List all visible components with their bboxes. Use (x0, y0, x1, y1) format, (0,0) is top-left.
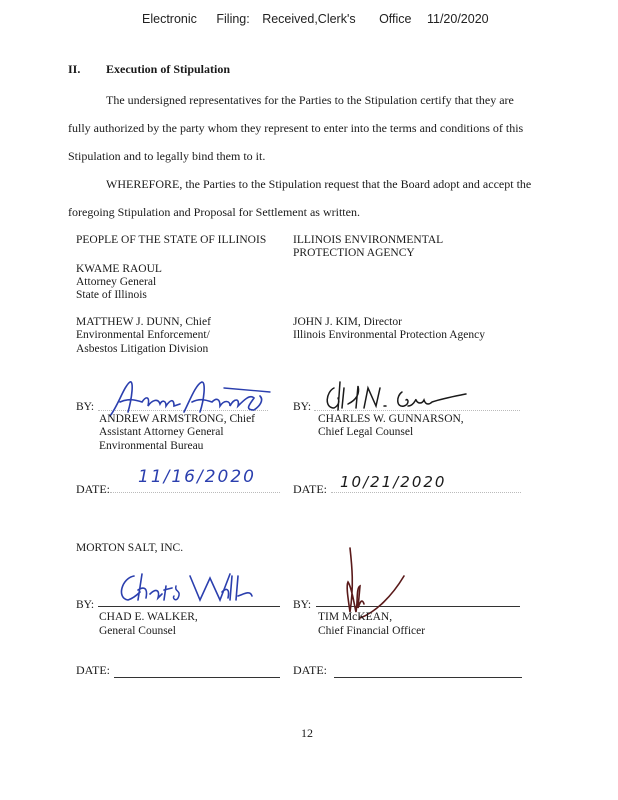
paragraph-2-line-2: foregoing Stipulation and Proposal for Settlement as written. (68, 205, 360, 219)
signature-gunnarson (320, 378, 470, 414)
morton-right-date-line (334, 677, 522, 678)
party-iepa-line-1: ILLINOIS ENVIRONMENTAL (293, 234, 444, 246)
left-signer-title-1: Assistant Attorney General (99, 426, 224, 438)
right-by-label: BY: (293, 401, 312, 413)
paragraph-1-line-2: fully authorized by the party whom they represent to enter into the terms and conditions of this (68, 121, 524, 135)
right-signer-name: CHARLES W. GUNNARSON, (318, 413, 464, 425)
right-signer-title: Chief Legal Counsel (318, 426, 414, 438)
section-title: Execution of Stipulation (106, 62, 231, 76)
section-number: II. (68, 62, 81, 76)
filing-header (142, 12, 489, 26)
attorney-general-state: State of Illinois (76, 289, 147, 301)
morton-left-signer-name: CHAD E. WALKER, (99, 611, 198, 623)
morton-right-signer-title: Chief Financial Officer (318, 625, 426, 637)
chief-name: MATTHEW J. DUNN, Chief (76, 316, 211, 328)
party-people-of-illinois: PEOPLE OF THE STATE OF ILLINOIS (76, 234, 267, 246)
morton-right-signer-name: TIM McKEAN, (318, 611, 393, 623)
director-name: JOHN J. KIM, Director (293, 316, 402, 328)
header-electronic: Electronic (142, 12, 197, 26)
paragraph-1-line-3: Stipulation and to legally bind them to it. (68, 149, 266, 163)
morton-right-by-label: BY: (293, 599, 312, 611)
right-date-handwritten: 10/21/2020 (340, 473, 447, 491)
right-date-line (331, 492, 521, 493)
left-date-handwritten: 11/16/2020 (138, 467, 256, 487)
morton-left-by-label: BY: (76, 599, 95, 611)
right-date-label: DATE: (293, 482, 327, 496)
party-morton-salt: MORTON SALT, INC. (76, 542, 184, 554)
chief-title-1: Environmental Enforcement/ (76, 329, 210, 341)
left-date-line (110, 492, 280, 493)
morton-left-date-line (114, 677, 280, 678)
attorney-general-title: Attorney General (76, 276, 157, 288)
party-iepa-line-2: PROTECTION AGENCY (293, 247, 415, 259)
morton-left-signer-title: General Counsel (99, 625, 176, 637)
section-heading (68, 62, 230, 77)
header-date: 11/20/2020 (426, 12, 489, 26)
chief-title-2: Asbestos Litigation Division (76, 343, 209, 355)
header-office: Office (379, 12, 412, 26)
paragraph-2-line-1: WHEREFORE, the Parties to the Stipulation request that the Board adopt and accept the (106, 177, 532, 191)
page-number: 12 (301, 726, 313, 740)
director-title: Illinois Environmental Protection Agency (293, 329, 485, 341)
morton-left-date-label: DATE: (76, 663, 110, 677)
paragraph-1-line-1: The undersigned representatives for the Parties to the Stipulation certify that they are (106, 93, 514, 107)
attorney-general-name: KWAME RAOUL (76, 263, 162, 275)
header-received: Received,Clerk's (262, 12, 356, 26)
left-signer-title-2: Environmental Bureau (99, 440, 204, 452)
header-filing: Filing: (216, 12, 250, 26)
left-by-label: BY: (76, 401, 95, 413)
left-signer-name: ANDREW ARMSTRONG, Chief (99, 413, 256, 425)
morton-right-date-label: DATE: (293, 663, 327, 677)
left-date-label: DATE: (76, 482, 110, 496)
signature-walker (112, 568, 262, 608)
